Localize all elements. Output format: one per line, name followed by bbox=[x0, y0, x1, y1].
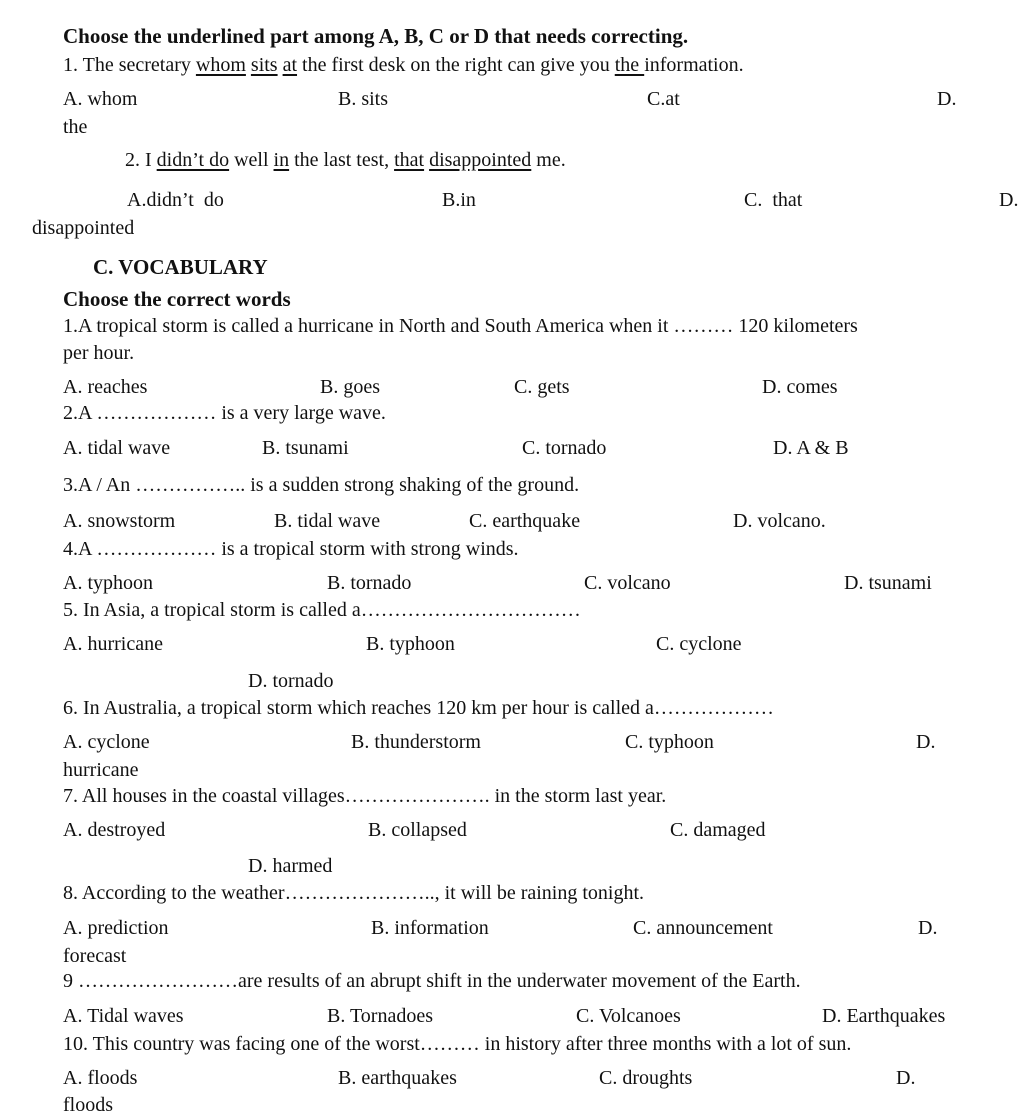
text: well bbox=[229, 149, 274, 171]
question-b1 bbox=[63, 55, 744, 75]
option-a: A. hurricane bbox=[63, 633, 163, 655]
question-1-cont: per hour. bbox=[63, 342, 135, 364]
option-d: D. Earthquakes bbox=[822, 1005, 946, 1027]
option-c: C. damaged bbox=[670, 819, 766, 841]
underlined-a: whom bbox=[195, 54, 246, 76]
option-b: B. tsunami bbox=[262, 437, 349, 459]
underlined-a: didn’t do bbox=[156, 149, 230, 171]
instruction-choose-words: Choose the correct words bbox=[63, 287, 291, 311]
question-3: 3.A / An …………….. is a sudden strong shaking of the ground. bbox=[63, 474, 580, 496]
question-4: 4.A ……………… is a tropical storm with strong winds. bbox=[63, 538, 519, 560]
option-b: B. thunderstorm bbox=[351, 731, 481, 753]
option-d: D. comes bbox=[762, 376, 838, 398]
text: 1. The secretary bbox=[63, 54, 196, 76]
option-d: D. tornado bbox=[248, 670, 334, 692]
option-b: B. typhoon bbox=[366, 633, 455, 655]
option-d: D. bbox=[937, 88, 957, 110]
option-a: A. prediction bbox=[63, 917, 169, 939]
option-a: A. Tidal waves bbox=[63, 1005, 184, 1027]
option-a: A. typhoon bbox=[63, 572, 153, 594]
option-c: C. typhoon bbox=[625, 731, 714, 753]
option-b: B. earthquakes bbox=[338, 1067, 457, 1089]
option-a: A. snowstorm bbox=[63, 510, 176, 532]
option-d-text: disappointed bbox=[32, 217, 135, 239]
option-a: A. floods bbox=[63, 1067, 138, 1089]
underlined-c: at bbox=[282, 54, 298, 76]
option-c: C. droughts bbox=[599, 1067, 693, 1089]
option-a: A. reaches bbox=[63, 376, 148, 398]
option-d-text: forecast bbox=[63, 945, 127, 967]
option-d-text: the bbox=[63, 116, 88, 138]
option-b: B. tornado bbox=[327, 572, 412, 594]
option-d: D. harmed bbox=[248, 855, 333, 877]
option-b: B. collapsed bbox=[368, 819, 467, 841]
question-9: 9 ……………………are results of an abrupt shift in the underwater movement of the Earth. bbox=[63, 970, 801, 992]
option-d-text: hurricane bbox=[63, 759, 139, 781]
option-c: C. cyclone bbox=[656, 633, 742, 655]
option-d-text: floods bbox=[63, 1094, 113, 1116]
underlined-d: the bbox=[614, 54, 645, 76]
instruction-error-correction: Choose the underlined part among A, B, C or D that needs correcting. bbox=[63, 24, 689, 48]
underlined-b: in bbox=[273, 149, 290, 171]
option-d: D. bbox=[918, 917, 938, 939]
text: information. bbox=[644, 54, 744, 76]
option-a: A. whom bbox=[63, 88, 138, 110]
option-b: B. tidal wave bbox=[274, 510, 381, 532]
underlined-b: sits bbox=[250, 54, 278, 76]
question-8: 8. According to the weather………………….., it will be raining tonight. bbox=[63, 882, 645, 904]
question-1: 1.A tropical storm is called a hurricane in North and South America when it ……… 120 kilometers bbox=[63, 315, 858, 337]
option-b: B.in bbox=[442, 189, 476, 211]
option-a: A.didn’t do bbox=[127, 189, 224, 211]
option-d: D. tsunami bbox=[844, 572, 932, 594]
section-heading-vocabulary: C. VOCABULARY bbox=[93, 255, 268, 279]
option-d: D. bbox=[999, 189, 1019, 211]
question-b2 bbox=[125, 150, 566, 170]
option-c: C. gets bbox=[514, 376, 570, 398]
question-7: 7. All houses in the coastal villages…………………. in the storm last year. bbox=[63, 785, 667, 807]
option-d: D. volcano. bbox=[733, 510, 826, 532]
question-2: 2.A ……………… is a very large wave. bbox=[63, 402, 386, 424]
underlined-c: that bbox=[394, 149, 425, 171]
question-5: 5. In Asia, a tropical storm is called a…………………………… bbox=[63, 599, 581, 621]
text: 2. I bbox=[125, 149, 157, 171]
option-b: B. goes bbox=[320, 376, 380, 398]
text: the first desk on the right can give you bbox=[297, 54, 615, 76]
option-c: C. volcano bbox=[584, 572, 671, 594]
option-d: D. bbox=[916, 731, 936, 753]
option-c: C. announcement bbox=[633, 917, 773, 939]
underlined-d: disappointed bbox=[429, 149, 532, 171]
option-c: C.at bbox=[647, 88, 680, 110]
option-c: C. that bbox=[744, 189, 803, 211]
option-b: B. information bbox=[371, 917, 489, 939]
question-6: 6. In Australia, a tropical storm which reaches 120 km per hour is called a……………… bbox=[63, 697, 774, 719]
text: me. bbox=[531, 149, 566, 171]
question-10: 10. This country was facing one of the worst……… in history after three months with a lot of sun. bbox=[63, 1033, 852, 1055]
option-c: C. earthquake bbox=[469, 510, 581, 532]
option-a: A. destroyed bbox=[63, 819, 166, 841]
option-d: D. A & B bbox=[773, 437, 849, 459]
option-a: A. tidal wave bbox=[63, 437, 171, 459]
option-b: B. sits bbox=[338, 88, 389, 110]
option-d: D. bbox=[896, 1067, 916, 1089]
option-b: B. Tornadoes bbox=[327, 1005, 433, 1027]
text: the last test, bbox=[289, 149, 395, 171]
option-a: A. cyclone bbox=[63, 731, 150, 753]
option-c: C. tornado bbox=[522, 437, 607, 459]
option-c: C. Volcanoes bbox=[576, 1005, 681, 1027]
